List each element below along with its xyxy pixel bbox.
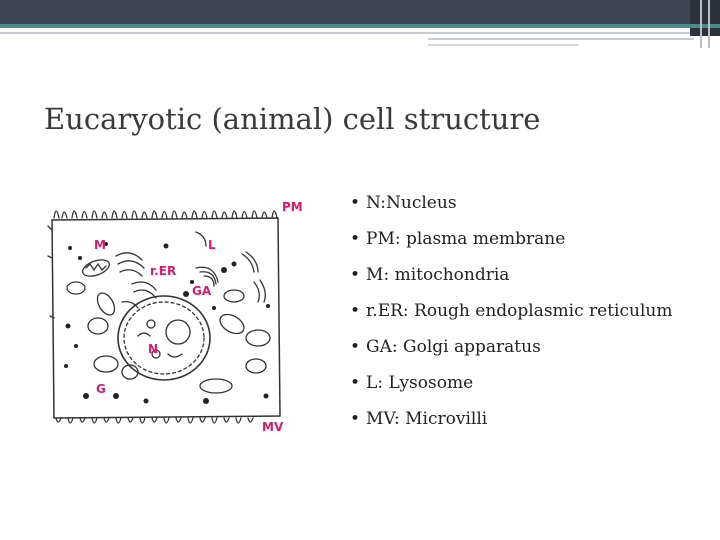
label-ga: GA: [192, 284, 212, 298]
list-item: • GA: Golgi apparatus: [350, 337, 541, 357]
list-item: • r.ER: Rough endoplasmic reticulum: [350, 301, 673, 321]
list-item-text: PM: plasma membrane: [366, 229, 566, 249]
list-item-text: r.ER: Rough endoplasmic reticulum: [366, 301, 673, 321]
list-item-text: MV: Microvilli: [366, 409, 488, 429]
list-item: • L: Lysosome: [350, 373, 474, 393]
list-item: • PM: plasma membrane: [350, 229, 566, 249]
decorative-line-1: [0, 32, 690, 34]
decorative-line-3: [428, 44, 578, 46]
label-m: M: [94, 238, 106, 252]
list-item: • M: mitochondria: [350, 265, 510, 285]
legend-list: [350, 188, 710, 440]
decorative-vertical-line-1: [700, 0, 702, 48]
list-item-text: N:Nucleus: [366, 193, 457, 213]
label-pm: PM: [282, 200, 303, 214]
header-accent-line: [0, 24, 720, 28]
cell-diagram: [46, 196, 316, 436]
decorative-line-2: [428, 38, 694, 40]
label-mv: MV: [262, 420, 284, 434]
label-rer: r.ER: [150, 264, 177, 278]
slide-title: Eucaryotic (animal) cell structure: [44, 102, 541, 136]
list-item-text: GA: Golgi apparatus: [366, 337, 541, 357]
label-l: L: [208, 238, 216, 252]
header-corner-block: [690, 0, 720, 36]
header-bar: [0, 0, 720, 24]
label-g: G: [96, 382, 106, 396]
list-item: • N:Nucleus: [350, 193, 457, 213]
list-item-text: M: mitochondria: [366, 265, 510, 285]
list-item-text: L: Lysosome: [366, 373, 474, 393]
label-n: N: [148, 342, 159, 356]
decorative-vertical-line-2: [708, 0, 710, 48]
diagram-labels: [46, 196, 316, 436]
list-item: • MV: Microvilli: [350, 409, 488, 429]
